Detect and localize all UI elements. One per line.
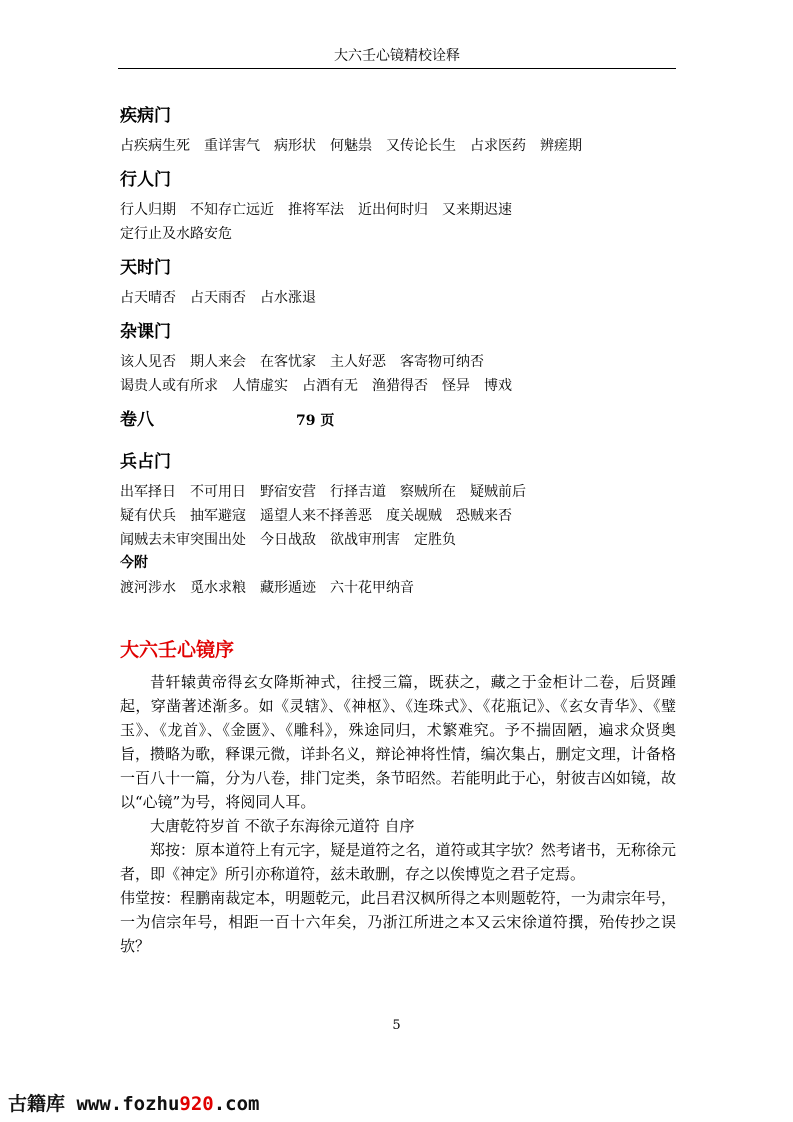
toc-item: 怪异 [442, 378, 470, 394]
toc-item: 又传论长生 [386, 138, 456, 154]
item-line [120, 480, 676, 504]
item-line [120, 504, 676, 528]
appendix-title: 今附 [120, 555, 148, 571]
toc-item: 占天雨否 [190, 290, 246, 306]
toc-item: 病形状 [274, 138, 316, 154]
toc-item: 遥望人来不择善恶 [260, 508, 372, 524]
toc-item: 今日战敌 [260, 532, 316, 548]
toc-section [120, 256, 676, 310]
preface-paragraph-1: 昔轩辕黄帝得玄女降斯神式，往授三篇，既获之，藏之于金柜计二卷，后贤踵起，穿凿著述渐多。如《灵辖》、《神枢》、《连珠式》、《花瓶记》、《玄女青华》、《璧玉》、《龙首》、《金匮》、《雕科》，殊途同归，术繁难究。予不揣固陋，遍求众贤奥旨，攒略为歌，释课元微，详卦名义，辩论神将性情，编次集占，删定文理，计备格一百八十一篇，分为八卷，排门定类，条节昭然。若能明此于心，射彼吉凶如镜，故以“心镜”为号，将阅同人耳。 [120, 673, 676, 811]
toc-item: 博戏 [484, 378, 512, 394]
item-line [120, 198, 676, 222]
section-title: 行人门 [120, 170, 171, 190]
section-items-bing [120, 480, 676, 552]
toc-item: 疑贼前后 [470, 484, 526, 500]
toc-item: 近出何时归 [358, 202, 428, 218]
toc-item: 主人好恶 [330, 354, 386, 370]
item-line [120, 286, 676, 310]
toc-item: 六十花甲纳音 [330, 580, 414, 596]
volume-heading [120, 408, 676, 432]
toc-item: 占求医药 [470, 138, 526, 154]
toc-item: 推将军法 [288, 202, 344, 218]
toc-item: 恐贼来否 [456, 508, 512, 524]
toc-item: 定行止及水路安危 [120, 226, 232, 242]
section-title: 天时门 [120, 258, 171, 278]
toc-item: 客寄物可纳否 [400, 354, 484, 370]
section-items [120, 286, 676, 310]
volume-page-ref: 79 页 [296, 413, 335, 429]
preface-note-zheng: 郑按：原本道符上有元字，疑是道符之名，道符或其字欤？然考诸书，无称徐元者，即《神定》所引亦称道符，兹未敢删，存之以俟博览之君子定焉。 [120, 841, 676, 883]
volume-title: 卷八 [120, 410, 154, 430]
section-title: 杂课门 [120, 322, 171, 342]
toc-item: 藏形遁迹 [260, 580, 316, 596]
section-title-bing: 兵占门 [120, 452, 171, 472]
toc-sections [120, 104, 676, 398]
toc-item: 疑有伏兵 [120, 508, 176, 524]
toc-item: 占疾病生死 [120, 138, 190, 154]
toc-item: 行人归期 [120, 202, 176, 218]
toc-item: 重详害气 [204, 138, 260, 154]
page-number: 5 [392, 1018, 401, 1033]
section-title: 疾病门 [120, 106, 171, 126]
toc-item: 行择吉道 [330, 484, 386, 500]
item-line [120, 374, 676, 398]
toc-item: 谒贵人或有所求 [120, 378, 218, 394]
toc-section [120, 320, 676, 398]
preface-signature: 大唐乾符岁首 不欲子东海徐元道符 自序 [150, 817, 415, 835]
appendix-items [120, 576, 676, 600]
item-line [120, 576, 676, 600]
toc-item: 觅水求粮 [190, 580, 246, 596]
toc-item: 在客忧家 [260, 354, 316, 370]
preface-title: 大六壬心镜序 [120, 639, 235, 661]
item-line [120, 528, 676, 552]
toc-item: 占水涨退 [260, 290, 316, 306]
toc-item: 欲战审刑害 [330, 532, 400, 548]
item-line [120, 350, 676, 374]
preface-note-weitang: 伟堂按：程鹏南裁定本，明题乾元，此吕君汉枫所得之本则题乾符，一为肃宗年号，一为信宗年号，相距一百十六年矣，乃浙江所进之本又云宋徐道符撰，殆传抄之误欤？ [120, 889, 676, 955]
watermark-logo: 古籍库 www.fozhu920.com [8, 1093, 260, 1115]
toc-item: 抽军避寇 [190, 508, 246, 524]
toc-item: 该人见否 [120, 354, 176, 370]
toc-section [120, 104, 676, 158]
toc-item: 察贼所在 [400, 484, 456, 500]
toc-section [120, 168, 676, 246]
toc-item: 闻贼去未审突围出处 [120, 532, 246, 548]
toc-item: 占天晴否 [120, 290, 176, 306]
section-items [120, 350, 676, 398]
toc-item: 何魅祟 [330, 138, 372, 154]
toc-item: 辨瘥期 [540, 138, 582, 154]
toc-item: 出军择日 [120, 484, 176, 500]
section-items [120, 134, 676, 158]
page-content [120, 104, 676, 958]
toc-item: 渔猎得否 [372, 378, 428, 394]
item-line [120, 134, 676, 158]
toc-item: 人情虚实 [232, 378, 288, 394]
toc-item: 度关觇贼 [386, 508, 442, 524]
toc-item: 又来期迟速 [442, 202, 512, 218]
toc-item: 占酒有无 [302, 378, 358, 394]
toc-item: 不可用日 [190, 484, 246, 500]
section-items [120, 198, 676, 246]
toc-item: 野宿安营 [260, 484, 316, 500]
running-header: 大六壬心镜精校诠释 [118, 46, 676, 69]
toc-item: 渡河涉水 [120, 580, 176, 596]
toc-item: 不知存亡远近 [190, 202, 274, 218]
section-bing [120, 450, 676, 600]
toc-item: 期人来会 [190, 354, 246, 370]
item-line [120, 222, 676, 246]
toc-item: 定胜负 [414, 532, 456, 548]
